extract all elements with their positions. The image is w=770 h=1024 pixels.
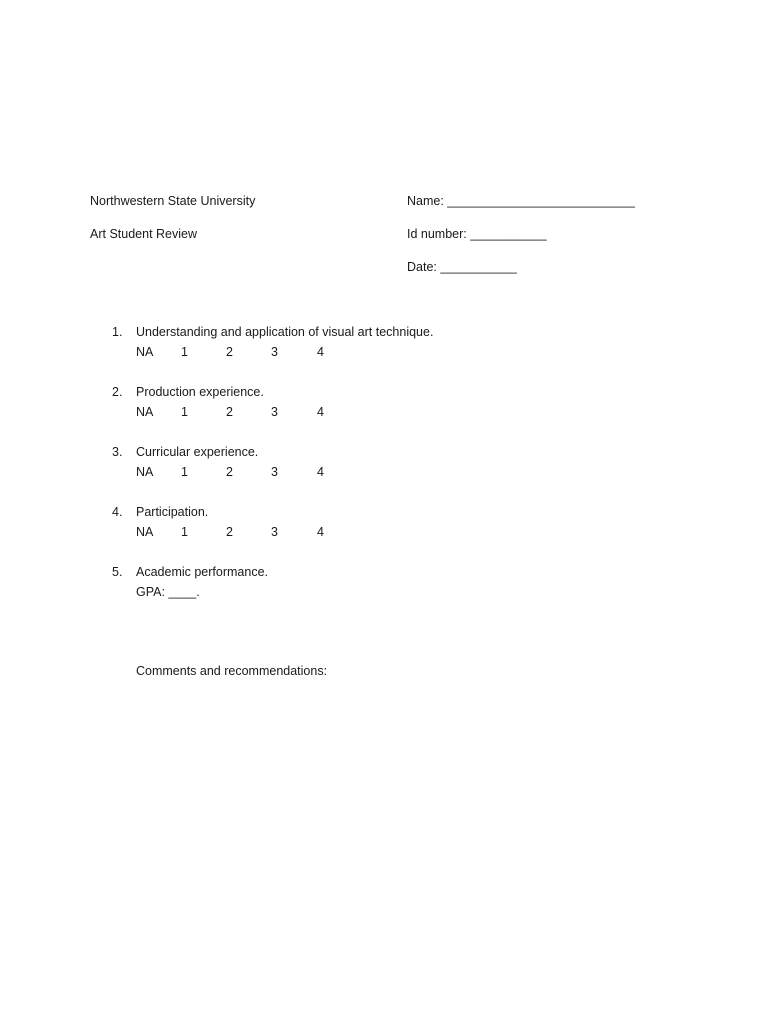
rating-option-1[interactable]: 1	[181, 525, 188, 539]
rating-option-4[interactable]: 4	[317, 525, 324, 539]
id-number-field[interactable]: Id number: ___________	[407, 227, 547, 241]
question-number: 2.	[112, 385, 123, 399]
form-title: Art Student Review	[90, 227, 197, 241]
rating-option-2[interactable]: 2	[226, 345, 233, 359]
gpa-field[interactable]: GPA: ____.	[136, 585, 200, 599]
question-number: 3.	[112, 445, 123, 459]
date-field[interactable]: Date: ___________	[407, 260, 517, 274]
rating-option-4[interactable]: 4	[317, 405, 324, 419]
rating-option-1[interactable]: 1	[181, 465, 188, 479]
rating-option-1[interactable]: 1	[181, 345, 188, 359]
question-number: 1.	[112, 325, 123, 339]
name-field[interactable]: Name: ___________________________	[407, 194, 635, 208]
question-text: Production experience.	[136, 385, 264, 399]
rating-option-3[interactable]: 3	[271, 405, 278, 419]
rating-option-3[interactable]: 3	[271, 345, 278, 359]
university-name: Northwestern State University	[90, 194, 256, 208]
rating-option-3[interactable]: 3	[271, 465, 278, 479]
rating-option-2[interactable]: 2	[226, 525, 233, 539]
question-text: Academic performance.	[136, 565, 269, 579]
rating-option-1[interactable]: 1	[181, 405, 188, 419]
rating-option-3[interactable]: 3	[271, 525, 278, 539]
question-text: Curricular experience.	[136, 445, 259, 459]
comments-label: Comments and recommendations:	[136, 664, 328, 678]
rating-option-na[interactable]: NA	[136, 345, 154, 359]
question-text: Understanding and application of visual art technique.	[136, 325, 434, 339]
rating-option-na[interactable]: NA	[136, 465, 154, 479]
rating-option-4[interactable]: 4	[317, 345, 324, 359]
question-number: 5.	[112, 565, 123, 579]
rating-option-2[interactable]: 2	[226, 465, 233, 479]
rating-option-na[interactable]: NA	[136, 405, 154, 419]
rating-option-na[interactable]: NA	[136, 525, 154, 539]
rating-option-4[interactable]: 4	[317, 465, 324, 479]
rating-option-2[interactable]: 2	[226, 405, 233, 419]
question-number: 4.	[112, 505, 123, 519]
question-text: Participation.	[136, 505, 209, 519]
